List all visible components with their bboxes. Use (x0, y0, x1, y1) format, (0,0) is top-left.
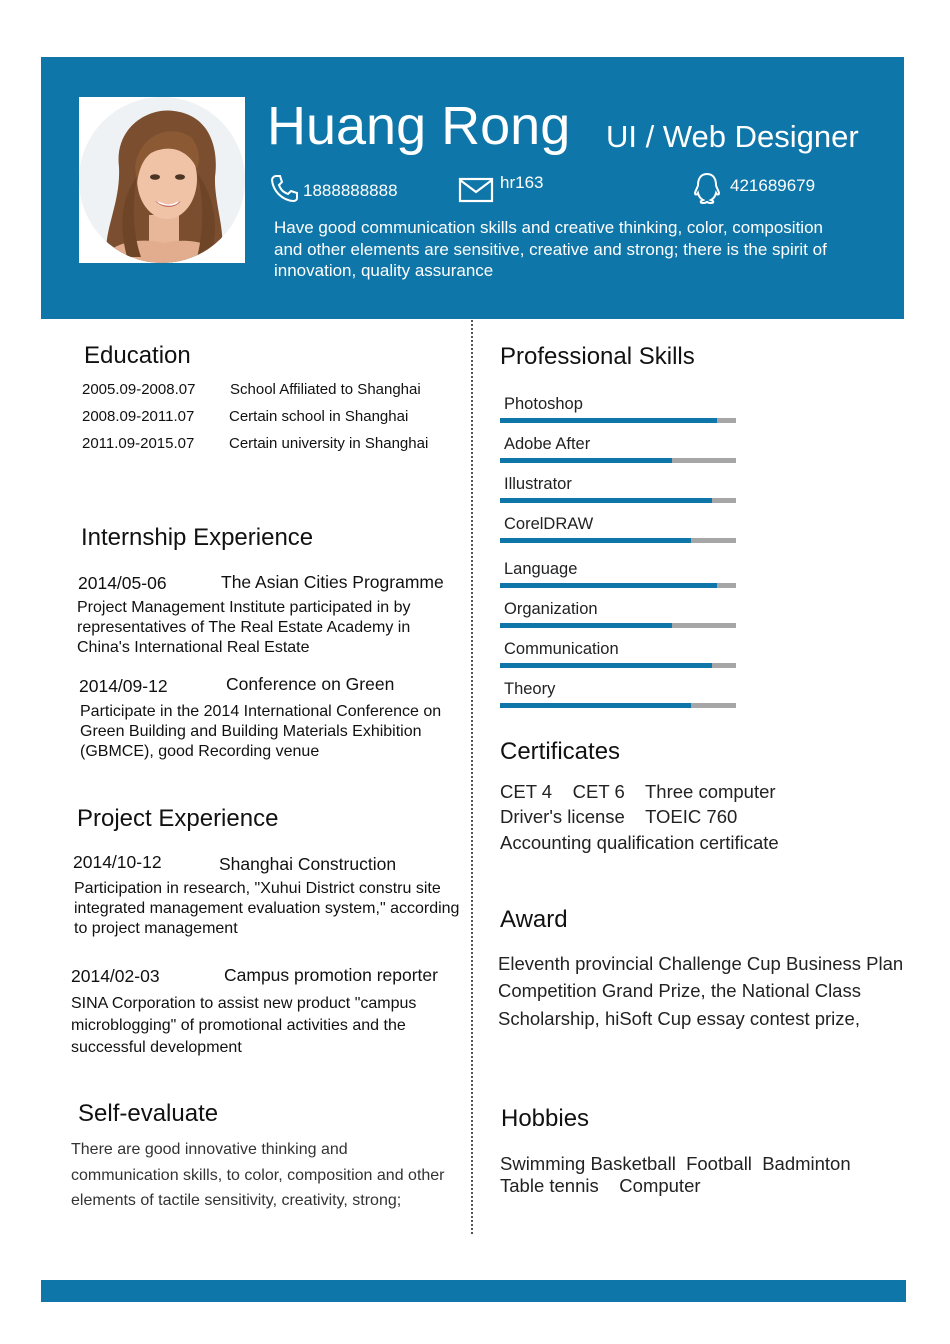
education-school: Certain school in Shanghai (229, 408, 409, 425)
project-heading: Project Experience (77, 805, 279, 832)
internship-desc: Participate in the 2014 International Conference on Green Building and Building Materials Exhibition (GBMCE), good Recording venue (80, 703, 442, 760)
award-line: Competition Grand Prize, the National Class (498, 980, 861, 1001)
skill-bar-track (500, 458, 736, 463)
certificate-line: CET 4 CET 6 Three computer (500, 781, 776, 802)
internship-heading: Internship Experience (81, 524, 314, 551)
email-address: hr163 (500, 173, 544, 192)
intro-text: Have good communication skills and creative thinking, color, composition and other elements are sensitive, creative and strong; there is the spirit of innovation, quality assurance (274, 218, 827, 280)
education-date: 2005.09-2008.07 (82, 381, 196, 398)
skill-label: Organization (504, 600, 598, 618)
internship-title: The Asian Cities Programme (221, 572, 444, 592)
phone-icon (269, 173, 299, 208)
skill-bar-fill (500, 703, 691, 708)
column-divider (471, 320, 473, 1234)
award-heading: Award (500, 906, 568, 933)
education-date: 2011.09-2015.07 (82, 435, 195, 452)
award-line: Eleventh provincial Challenge Cup Business Plan (498, 953, 904, 974)
skill-bar-track (500, 418, 736, 423)
footer-bar (41, 1280, 906, 1302)
qq-number: 421689679 (730, 176, 816, 195)
skills-list (500, 396, 740, 716)
education-heading: Education (84, 342, 191, 369)
qq-icon (692, 171, 722, 210)
skill-bar-fill (500, 623, 672, 628)
skill-label: Photoshop (504, 395, 583, 413)
skill-label: Adobe After (504, 435, 591, 453)
skill-bar-track (500, 538, 736, 543)
self-evaluate-text: There are good innovative thinking and communication skills, to color, composition and other elements of tactile sensitivity, creativity, strong; (71, 1141, 445, 1209)
skill-bar-track (500, 623, 736, 628)
project-desc: Participation in research, "Xuhui District constru site integrated management evaluation system," according to project management (74, 880, 460, 937)
skill-bar-fill (500, 498, 712, 503)
project-date: 2014/10-12 (73, 852, 162, 872)
skill-bar-fill (500, 663, 712, 668)
skill-label: Communication (504, 640, 619, 658)
skill-bar-track (500, 583, 736, 588)
header-banner (41, 57, 904, 319)
hobbies-line: Swimming Basketball Football Badminton (500, 1153, 851, 1174)
phone-number: 1888888888 (303, 181, 398, 200)
project-date: 2014/02-03 (71, 966, 160, 986)
internship-date: 2014/09-12 (79, 676, 168, 696)
hobbies-heading: Hobbies (501, 1105, 590, 1132)
skill-label: CorelDRAW (504, 515, 594, 533)
photo-frame (79, 97, 245, 263)
project-desc: SINA Corporation to assist new product "campus microblogging" of promotional activities and the successful development (71, 995, 417, 1056)
internship-date: 2014/05-06 (78, 573, 167, 593)
skill-label: Language (504, 560, 578, 578)
education-school: Certain university in Shanghai (229, 435, 429, 452)
certificate-line: Accounting qualification certificate (500, 832, 779, 853)
project-title: Campus promotion reporter (224, 965, 438, 985)
award-line: Scholarship, hiSoft Cup essay contest prize, (498, 1008, 860, 1029)
skill-bar-fill (500, 418, 717, 423)
skill-bar-fill (500, 583, 717, 588)
project-title: Shanghai Construction (219, 854, 397, 874)
skill-label: Theory (504, 680, 556, 698)
skill-bar-track (500, 498, 736, 503)
self-evaluate-heading: Self-evaluate (78, 1100, 219, 1127)
internship-title: Conference on Green (226, 674, 395, 694)
skill-label: Illustrator (504, 475, 572, 493)
internship-desc: Project Management Institute participated in by representatives of The Real Estate Academy in China's International Real Estate (77, 599, 411, 656)
hobbies-line: Table tennis Computer (500, 1175, 701, 1196)
education-date: 2008.09-2011.07 (82, 408, 195, 425)
education-school: School Affiliated to Shanghai (230, 381, 421, 398)
mail-icon (458, 177, 494, 208)
skill-bar-fill (500, 538, 691, 543)
skill-bar-fill (500, 458, 672, 463)
candidate-name: Huang Rong (267, 96, 571, 156)
certificate-line: Driver's license TOEIC 760 (500, 806, 738, 827)
profile-photo (79, 97, 245, 263)
certificates-heading: Certificates (500, 738, 621, 765)
skill-bar-track (500, 663, 736, 668)
skills-heading: Professional Skills (500, 343, 695, 370)
skill-bar-track (500, 703, 736, 708)
job-title: UI / Web Designer (606, 119, 859, 154)
